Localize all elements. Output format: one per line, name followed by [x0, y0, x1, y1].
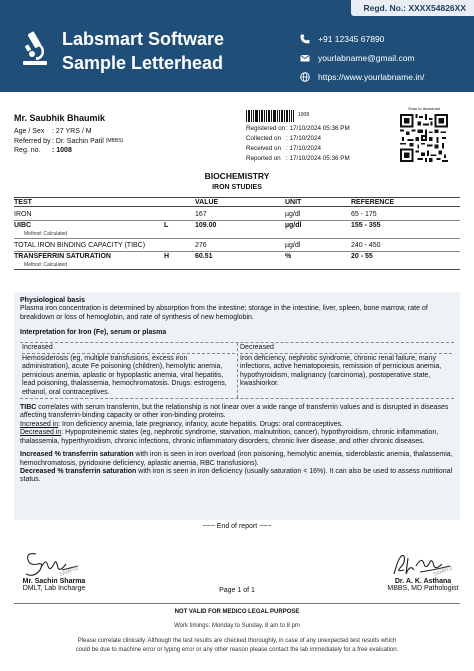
signature-left	[22, 546, 82, 582]
column-header: REFERENCE	[351, 199, 395, 206]
tibc-decreased-text: : Hypoproteinemic states (eg, nephrotic syndrome, starvation, malnutrition, cancer), hypothyroidism, chronic inflammation, thalassemia, hyperthyroidism, chronic infections, chronic inflammatory disorders, chronic liver disease, and other chronic diseases.	[20, 429, 439, 445]
table-row	[14, 252, 460, 270]
result-value: 167	[195, 211, 207, 218]
date-value: : 17/10/2024 05:36 PM	[286, 155, 350, 162]
reference-range: 65 - 175	[351, 211, 377, 218]
date-registered	[246, 124, 350, 134]
barcode	[246, 110, 294, 122]
patient-info	[14, 113, 123, 156]
test-name: UIBC	[14, 222, 32, 229]
transferrin-paragraph	[20, 451, 454, 485]
brand-line-2: Sample Letterhead	[62, 53, 224, 73]
result-flag	[164, 210, 195, 220]
test-name: IRON	[14, 211, 32, 218]
tibc-increased-label: Increased in	[20, 420, 59, 428]
date-collected	[246, 134, 350, 144]
decreased-heading: Decreased	[240, 344, 452, 354]
results-table	[14, 197, 460, 270]
referred-value: : Dr. Sachin Patil	[52, 137, 104, 145]
referred-qualification: (MBBS)	[105, 137, 124, 144]
svg-text:SAMPLE: SAMPLE	[432, 565, 454, 578]
patient-name: Mr. Saubhik Bhaumik	[14, 113, 106, 123]
page-number: Page 1 of 1	[219, 587, 255, 594]
reg-value: : 1008	[52, 147, 72, 154]
column-header: TEST	[14, 199, 32, 206]
letterhead-header	[0, 0, 474, 92]
signature-right	[390, 546, 454, 582]
envelope-icon	[300, 53, 310, 63]
contact-email	[300, 48, 424, 67]
signatory-name: Mr. Sachin Sharma	[22, 578, 86, 585]
increased-text: Hemosiderosis (eg, multiple transfusions, excess iron administration), acute Fe poisoning (children), hemolytic anemia, pernicious anemia, aplastic or hypoplastic anemia, viral hepatitis, lead poisoning, thalassemia, hemochromatosis. Drugs: estrogens, ethanol, oral contraceptives.	[22, 355, 227, 396]
referred-label: Referred by	[14, 137, 51, 145]
date-label: Reported on	[246, 155, 281, 162]
section-title: IRON STUDIES	[212, 184, 262, 191]
table-row	[14, 239, 460, 252]
date-received	[246, 144, 350, 154]
result-value: 276	[195, 242, 207, 249]
globe-icon	[300, 72, 310, 82]
age-sex-label: Age / Sex	[14, 128, 45, 135]
brand-line-1: Labsmart Software	[62, 29, 225, 49]
date-label: Collected on	[246, 135, 282, 142]
date-label: Received on	[246, 145, 282, 152]
reference-range: 155 - 355	[351, 222, 381, 229]
column-header-flag	[164, 198, 195, 206]
qr-label: Scan to download	[408, 106, 440, 111]
reg-label: Reg. no.	[14, 147, 41, 154]
tibc-decreased-label: Decreased in	[20, 429, 62, 437]
result-unit: µg/dl	[285, 211, 301, 218]
physiological-basis-text: Plasma iron concentration is determined by absorption from the intestine; storage in the intestine, liver, spleen, bone marrow, rate of breakdown or loss of hemoglobin, and rate of synthesis of new hemoglobin.	[20, 305, 428, 321]
microscope-icon	[20, 30, 50, 66]
method-note: Method: Calculated	[24, 262, 68, 268]
ts-increased-text: with iron is seen in iron overload (iron poisoning, hemolytic anemia, sideroblastic anemia, thalassemia, hemochromatosis, pyridoxine deficiency, aplastic anemia, RBC transfusions).	[20, 451, 453, 467]
increased-heading: Increased	[22, 344, 235, 354]
table-header	[14, 197, 460, 207]
tibc-paragraph	[20, 404, 454, 446]
phone-icon	[300, 34, 310, 44]
report-dates	[246, 124, 350, 164]
date-reported	[246, 154, 350, 164]
work-timings: Work timings: Monday to Sunday, 8 am to 8 pm	[174, 623, 300, 629]
result-unit: %	[285, 253, 292, 260]
result-unit: µg/dl	[285, 242, 301, 249]
tibc-label: TIBC	[20, 404, 37, 412]
footer-divider	[14, 603, 460, 604]
department-title: BIOCHEMISTRY	[204, 171, 270, 181]
result-flag	[164, 241, 195, 251]
ts-decreased-text: with iron is seen in iron deficiency (usually saturation < 16%). It can also be used to assess nutritional status.	[20, 467, 453, 484]
method-note: Method: Calculated	[24, 231, 68, 237]
result-flag: H	[164, 253, 170, 260]
interpretation-title: Interpretation for Iron (Fe), serum or plasma	[20, 329, 167, 337]
signatory-name: Dr. A. K. Asthana	[394, 578, 452, 585]
test-name: TOTAL IRON BINDING CAPACITY (TIBC)	[14, 242, 146, 249]
table-row	[14, 221, 460, 239]
date-value: : 17/10/2024 05:36 PM	[286, 125, 350, 132]
signatory-title: DMLT, Lab Incharge	[22, 585, 86, 592]
result-value: 60.51	[195, 253, 213, 260]
age-sex-value: : 27 YRS / M	[52, 128, 92, 135]
decreased-column	[237, 343, 454, 398]
qr-code[interactable]	[400, 114, 448, 162]
contact-phone	[300, 29, 424, 48]
clinical-notes	[14, 292, 460, 520]
date-value: : 17/10/2024	[286, 145, 322, 152]
contact-website	[300, 67, 424, 86]
date-value: : 17/10/2024	[286, 135, 322, 142]
svg-text:SAMPLE: SAMPLE	[58, 565, 80, 578]
patient-referred-by	[14, 137, 123, 147]
result-value: 109.00	[195, 222, 217, 229]
physiological-basis-title: Physiological basis	[20, 297, 85, 304]
tibc-increased-text: : Iron deficiency anemia, late pregnancy, infancy, acute hepatitis. Drugs: oral contraceptives.	[58, 420, 344, 428]
contact-info	[300, 29, 424, 86]
interpretation-table	[20, 342, 454, 399]
registration-number: Regd. No.: XXXX54826XX	[351, 0, 474, 16]
barcode-number: 1008	[298, 112, 310, 118]
ts-increased-label: Increased % transferrin saturation	[20, 451, 134, 459]
patient-age-sex	[14, 127, 123, 137]
test-name: TRANSFERRIN SATURATION	[14, 253, 111, 260]
reference-range: 240 - 450	[351, 242, 381, 249]
legal-notice: NOT VALID FOR MEDICO LEGAL PURPOSE	[174, 609, 300, 615]
signatory-title: MBBS, MD Pathologist	[387, 585, 459, 592]
patient-reg-no	[14, 146, 123, 156]
decreased-text: Iron deficiency, nephrotic syndrome, chronic renal failure, many infections, active hematopoiesis, remission of pernicious anemia, hypothyroidism, malignancy (carcinoma), postoperative state, kwashiorkor.	[240, 355, 442, 388]
column-header: UNIT	[285, 199, 302, 206]
disclaimer-line-2: could be due to machine error or typing error or any other reason please contact the lab immediately for a free evaluation.	[75, 647, 399, 653]
result-flag: L	[164, 222, 169, 229]
date-label: Registered on	[246, 125, 286, 132]
end-of-report: ~~~ End of report ~~~	[202, 523, 272, 530]
reference-range: 20 - 55	[351, 253, 373, 260]
ts-decreased-label: Decreased % transferrin saturation	[20, 467, 137, 475]
email-address: yourlabname@gmail.com	[318, 52, 415, 63]
table-row	[14, 210, 460, 221]
tibc-text: correlates with serum transferrin, but the relationship is not linear over a wide range of transferrin values and is disrupted in diseases affecting transferrin-binding capacity or other iron-binding proteins.	[20, 404, 449, 420]
phone-number: +91 12345 67890	[318, 33, 385, 44]
column-header: VALUE	[195, 199, 219, 206]
disclaimer-line-1: Please correlate clinically. Although the test results are checked thoroughly, in case of any unexpected test results which	[77, 638, 397, 644]
brand-name	[62, 27, 224, 75]
website-url[interactable]: https://www.yourlabname.in/	[318, 71, 425, 82]
result-unit: µg/dl	[285, 222, 302, 229]
increased-column	[20, 343, 237, 398]
